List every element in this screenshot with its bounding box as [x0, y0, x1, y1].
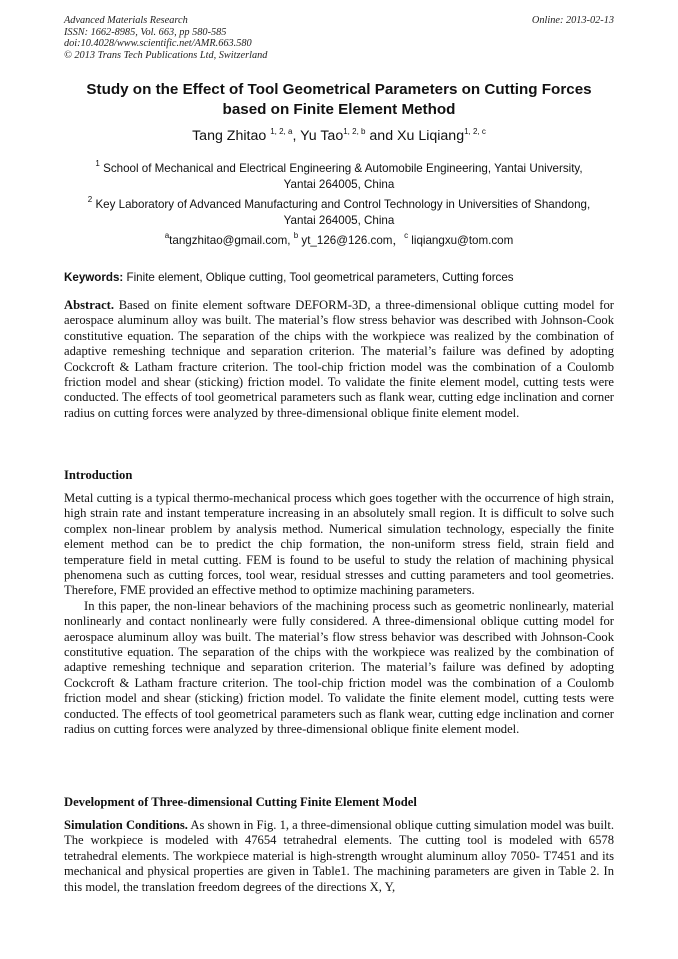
email-sup: c [404, 231, 409, 240]
email-separator: ， [392, 234, 405, 247]
affiliation-2 [60, 197, 618, 229]
introduction-paragraph-2: In this paper, the non-linear behaviors of the machining process such as geometric nonlinearly, material nonlinearly and contact nonlinearly were fully considered. A three-dimensional oblique cutting model for aerospace aluminum alloy was built. The material’s flow stress behavior was described with Johnson-Cook constitutive equation. The separation of the chips with the workpiece was realized by the combination of adaptive remeshing technique and separation criterion. The material’s failure was defined by adopting Cockcroft & Latham fracture criterion. The tool-chip friction model was the combination of a Coulomb friction model and shear (sticking) friction model. To validate the finite element model, cutting tests were conducted. The effects of tool geometrical parameters such as flank wear, cutting edge inclination and corner radius on cutting forces were analyzed by three-dimensional oblique finite element model. [64, 598, 614, 737]
introduction-body [64, 491, 614, 738]
affiliation-text: School of Mechanical and Electrical Engineering & Automobile Engineering, Yantai University, [103, 162, 583, 175]
keywords-label: Keywords: [64, 271, 124, 284]
introduction-heading: Introduction [64, 468, 133, 482]
author-affil-sup: 1, 2, c [464, 127, 486, 136]
affiliation-number: 2 [87, 195, 93, 204]
author-affil-sup: 1, 2, b [343, 127, 366, 136]
keywords-line [64, 270, 614, 286]
author-name: Tang Zhitao [192, 128, 267, 144]
title-line-2: based on Finite Element Method [222, 101, 456, 118]
doi-line: doi:10.4028/www.scientific.net/AMR.663.580 [64, 38, 252, 50]
section-heading: Development of Three-dimensional Cutting Finite Element Model [64, 795, 417, 809]
issn-line: ISSN: 1662-8985, Vol. 663, pp 580-585 [64, 26, 227, 38]
abstract-block [64, 298, 614, 421]
simulation-conditions-block [64, 818, 614, 895]
email-link[interactable]: tangzhitao@gmail.com [169, 234, 288, 247]
author-separator: , [292, 128, 301, 144]
author-list [40, 126, 638, 146]
author-separator: and [365, 128, 398, 144]
email-link[interactable]: liqiangxu@tom.com [411, 234, 514, 247]
copyright-line: © 2013 Trans Tech Publications Ltd, Switzerland [64, 49, 268, 61]
abstract-text: Based on finite element software DEFORM-3D, a three-dimensional oblique cutting model for aerospace aluminum alloy was built. The material’s flow stress behavior was described with Johnson-Cook constitutive equation. The separation of the chips with the workpiece was realized by the combination of adaptive remeshing technique and separation criterion. The material’s failure was defined by adopting Cockcroft & Latham fracture criterion. The tool-chip friction model was the combination of a Coulomb friction model and shear (sticking) friction model. To validate the finite element model, cutting tests were conducted. The effects of tool geometrical parameters such as flank wear, cutting edge inclination and corner radius on cutting forces were analyzed by three-dimensional oblique finite element model. [64, 298, 614, 420]
email-list: $^a$tangzhitao@gmail.com, $^b$ yt_126@126.com，$^c$ liqiangxu@tom.com [164, 231, 514, 247]
email-sup: b [293, 231, 299, 240]
author-name: Yu Tao [300, 128, 344, 144]
online-date: Online: 2013-02-13 [531, 15, 614, 26]
introduction-paragraph-1: Metal cutting is a typical thermo-mechanical process which goes together with the occurrence of high strain, high strain rate and instant temperature increasing in an absolutely small region. It is difficult to solve such complex non-linear problem by analysis method. Numerical simulation technology, especially the finite element method can be to predict the chip formation, the non-uniform stress field, strain field and temperature field in metal cutting. FEM is found to be useful to study the relation of machining physical phenomena such as cutting forces, tool wear, residual stresses and cutting parameters and tool geometries. Therefore, FME provided an effective method to optimize machining parameters. [64, 491, 614, 598]
journal-name: Advanced Materials Research [64, 15, 188, 26]
affiliation-city: Yantai 264005, China [283, 178, 395, 191]
email-sup: a [164, 231, 170, 240]
affiliation-number: 1 [95, 159, 100, 168]
affiliation-text: Key Laboratory of Advanced Manufacturing and Control Technology in Universities of Shandong, [95, 198, 591, 211]
email-link[interactable]: yt_126@126.com [301, 234, 393, 247]
abstract-label: Abstract. [64, 298, 115, 312]
title-line-1: Study on the Effect of Tool Geometrical Parameters on Cutting Forces [86, 81, 592, 98]
affiliation-1 [60, 161, 618, 193]
affiliation-city: Yantai 264005, China [283, 214, 395, 227]
subsection-text: As shown in Fig. 1, a three-dimensional oblique cutting simulation model was built. The workpiece is modeled with 47654 tetrahedral elements. The cutting tool is modeled with 6578 tetrahedral elements. The workpiece material is high-strength wrought aluminum alloy 7050- T7451 and its mechanical and physical properties are given in Table1. The machining parameters are given in Table 2. In this model, the translation freedom degrees of the directions X, Y, [64, 818, 614, 894]
keywords-text: Finite element, Oblique cutting, Tool geometrical parameters, Cutting forces [126, 271, 514, 284]
author-affil-sup: 1, 2, a [270, 127, 293, 136]
paper-title [40, 80, 638, 120]
subsection-label: Simulation Conditions. [64, 818, 188, 832]
journal-header [64, 15, 267, 61]
author-name: Xu Liqiang [397, 128, 465, 144]
